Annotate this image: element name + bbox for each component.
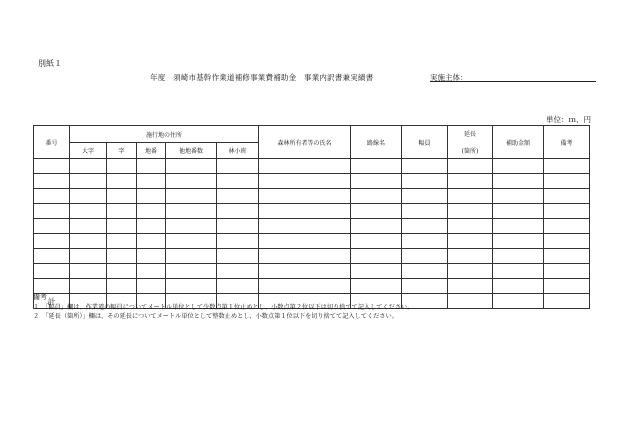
table-cell[interactable] [34,234,70,249]
table-cell[interactable] [217,219,259,234]
table-cell[interactable] [493,234,544,249]
header-rinshohan: 林小班 [217,143,259,159]
table-cell[interactable] [107,249,137,264]
table-cell[interactable] [107,279,137,294]
table-row [34,234,590,249]
table-cell[interactable] [137,189,166,204]
table-cell[interactable] [107,204,137,219]
table-cell[interactable] [448,264,493,279]
table-cell[interactable] [70,189,107,204]
unit-label: 単位：ｍ、円 [546,115,591,124]
table-cell[interactable] [217,234,259,249]
table-row [34,159,590,174]
table-cell[interactable] [34,204,70,219]
notes-heading: 備考 [33,293,47,301]
table-cell[interactable] [544,279,590,294]
table-cell[interactable] [544,219,590,234]
table-cell[interactable] [166,279,217,294]
table-cell[interactable] [166,234,217,249]
table-cell[interactable] [107,234,137,249]
table-cell[interactable] [493,204,544,219]
table-cell[interactable] [137,219,166,234]
table-cell[interactable] [493,249,544,264]
table-cell[interactable] [70,279,107,294]
header-width: 幅員 [402,126,448,159]
table-cell[interactable] [70,159,107,174]
notes-section [33,293,413,322]
table-cell[interactable] [544,159,590,174]
table-cell[interactable] [402,189,448,204]
table-cell[interactable] [34,219,70,234]
table-row [34,174,590,189]
table-cell[interactable] [166,189,217,204]
table-cell[interactable] [107,189,137,204]
table-cell[interactable] [259,204,351,219]
table-cell[interactable] [402,219,448,234]
table-cell[interactable] [402,204,448,219]
header-owner-name: 森林所有者等の氏名 [259,126,351,159]
table-cell[interactable] [351,174,402,189]
table-cell[interactable] [34,174,70,189]
table-cell[interactable] [448,234,493,249]
implementing-body-label: 実施主体： [430,73,468,82]
header-subsidy-amount: 補助金額 [493,126,544,159]
table-cell[interactable] [137,249,166,264]
table-cell[interactable] [217,204,259,219]
table-cell[interactable] [217,249,259,264]
table-row [34,189,590,204]
table-cell[interactable] [259,234,351,249]
table-cell[interactable] [448,204,493,219]
table-cell[interactable] [544,174,590,189]
table-cell[interactable] [402,234,448,249]
table-cell[interactable] [137,279,166,294]
table-cell[interactable] [217,189,259,204]
table-cell[interactable] [166,174,217,189]
table-cell[interactable] [493,279,544,294]
header-chiban: 地番 [137,143,166,159]
table-cell[interactable] [448,279,493,294]
table-cell[interactable] [544,249,590,264]
table-cell[interactable] [259,159,351,174]
total-label: 計 [34,294,70,309]
table-cell[interactable] [544,204,590,219]
table-cell[interactable] [448,174,493,189]
table-cell[interactable] [402,264,448,279]
header-oaza: 大字 [70,143,107,159]
table-cell[interactable] [107,219,137,234]
table-cell[interactable] [259,279,351,294]
table-cell[interactable] [137,174,166,189]
table-cell[interactable] [217,264,259,279]
note-item-2: ２ 「延長（箇所）」欄は、その延長についてメートル単位として整数止めとし、小数点第１位以下を切り捨てて記入してください。 [33,313,398,320]
table-cell[interactable] [351,249,402,264]
table-row [34,279,590,294]
table-cell[interactable] [137,234,166,249]
table-cell[interactable] [351,189,402,204]
table-cell[interactable] [259,189,351,204]
table-cell[interactable] [70,219,107,234]
table-cell[interactable] [34,279,70,294]
table-cell[interactable] [544,264,590,279]
implementing-body-field[interactable] [430,81,596,82]
table-cell[interactable] [259,219,351,234]
table-cell[interactable] [351,159,402,174]
table-cell[interactable] [448,159,493,174]
table-cell[interactable] [217,174,259,189]
table-cell[interactable] [351,234,402,249]
table-cell[interactable] [137,159,166,174]
table-cell[interactable] [34,264,70,279]
table-cell[interactable] [166,249,217,264]
total-cell[interactable] [544,294,590,309]
table-cell[interactable] [217,159,259,174]
table-cell[interactable] [70,234,107,249]
table-cell[interactable] [493,174,544,189]
table-cell[interactable] [217,279,259,294]
table-cell[interactable] [493,219,544,234]
table-row [34,249,590,264]
header-site-address: 施行地の住所 [70,126,259,143]
table-cell[interactable] [70,174,107,189]
table-cell[interactable] [402,159,448,174]
note-item-1: １ 「幅員」欄は、作業道の幅員についてメートル単位として少数点第１位止めとし、小数点第２位以下は切り捨てて記入してください。 [33,303,414,311]
table-cell[interactable] [351,204,402,219]
header-length-line2: (箇所) [461,148,479,155]
document-title: 年度 須崎市基幹作業道補修事業費補助金 事業内訳書兼実績書 [150,73,374,82]
table-cell[interactable] [448,219,493,234]
table-cell[interactable] [351,264,402,279]
table-cell[interactable] [544,189,590,204]
total-cell[interactable] [448,294,493,309]
table-cell[interactable] [402,249,448,264]
table-cell[interactable] [259,264,351,279]
header-number: 番号 [34,126,70,159]
header-length-line1: 延長 [463,131,476,138]
header-aza: 字 [107,143,137,159]
attachment-label: 別紙１ [38,59,62,68]
table-cell[interactable] [259,174,351,189]
header-length [448,126,493,159]
table-cell[interactable] [137,204,166,219]
table-cell[interactable] [402,174,448,189]
table-cell[interactable] [166,204,217,219]
table-cell[interactable] [493,159,544,174]
table-cell[interactable] [166,219,217,234]
table-cell[interactable] [137,264,166,279]
table-cell[interactable] [107,264,137,279]
table-cell[interactable] [34,159,70,174]
table-cell[interactable] [448,189,493,204]
header-remarks: 備考 [544,126,590,159]
table-row [34,204,590,219]
header-other-chiban: 他地番数 [166,143,217,159]
table-cell[interactable] [351,219,402,234]
table-cell[interactable] [448,249,493,264]
table-cell[interactable] [34,189,70,204]
table-cell[interactable] [70,264,107,279]
table-cell[interactable] [107,159,137,174]
total-cell[interactable] [493,294,544,309]
table-cell[interactable] [70,204,107,219]
header-route-name: 路線名 [351,126,402,159]
table-cell[interactable] [166,159,217,174]
table-cell[interactable] [259,249,351,264]
table-cell[interactable] [34,249,70,264]
table-cell[interactable] [107,174,137,189]
breakdown-table [33,125,590,309]
table-row [34,264,590,279]
table-cell[interactable] [493,189,544,204]
table-cell[interactable] [493,264,544,279]
table-cell[interactable] [402,279,448,294]
table-cell[interactable] [70,249,107,264]
table-cell[interactable] [351,279,402,294]
table-row [34,219,590,234]
table-cell[interactable] [166,264,217,279]
table-cell[interactable] [544,234,590,249]
